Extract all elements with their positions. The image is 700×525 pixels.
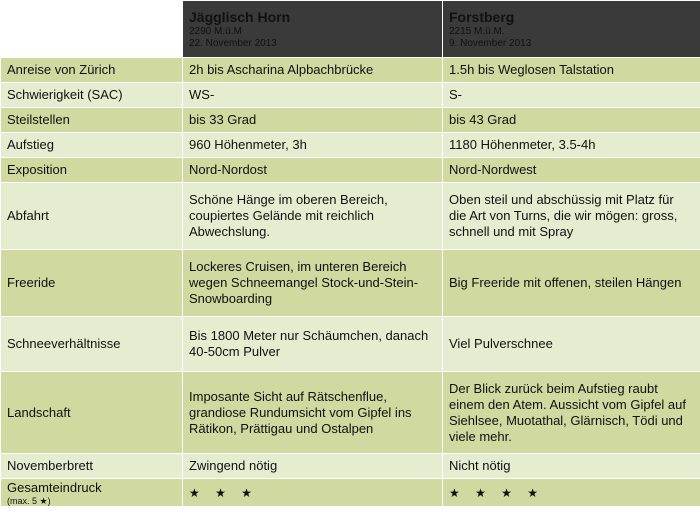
- header-row: [1, 1, 700, 58]
- star-rating: ★ ★ ★: [189, 485, 258, 500]
- cell-value: bis 33 Grad: [183, 108, 443, 133]
- row-exposition: [1, 158, 700, 183]
- column-date: 22. November 2013: [189, 37, 277, 49]
- row-anreise: [1, 58, 700, 83]
- cell-value: 2h bis Ascharina Alpbachbrücke: [183, 58, 443, 83]
- row-label: Steilstellen: [1, 108, 183, 133]
- column-date: 9. November 2013: [449, 37, 532, 49]
- rating-note: (max. 5 ★): [7, 495, 51, 506]
- row-label: Novemberbrett: [1, 454, 183, 479]
- rating-label: Gesamteindruck: [7, 479, 102, 495]
- row-abfahrt: [1, 183, 700, 250]
- cell-value: Imposante Sicht auf Rätschenflue, grandiose Rundumsicht vom Gipfel ins Rätikon, Prättigau und Ostalpen: [183, 372, 443, 454]
- column-altitude: 2290 M.ü.M: [189, 25, 242, 37]
- cell-value: Nord-Nordost: [183, 158, 443, 183]
- cell-value: 960 Höhenmeter, 3h: [183, 133, 443, 158]
- row-label: Freeride: [1, 250, 183, 317]
- row-label: [1, 479, 183, 507]
- row-aufstieg: [1, 133, 700, 158]
- column-title: Forstberg: [449, 8, 515, 25]
- cell-value: Bis 1800 Meter nur Schäumchen, danach 40-50cm Pulver: [183, 317, 443, 372]
- row-freeride: [1, 250, 700, 317]
- star-rating: ★ ★ ★ ★: [449, 485, 545, 500]
- cell-value: 1.5h bis Weglosen Talstation: [443, 58, 700, 83]
- row-label: Anreise von Zürich: [1, 58, 183, 83]
- row-steilstellen: [1, 108, 700, 133]
- row-novemberbrett: [1, 454, 700, 479]
- row-label: Landschaft: [1, 372, 183, 454]
- cell-value: Lockeres Cruisen, im unteren Bereich wegen Schneemangel Stock-und-Stein-Snowboarding: [183, 250, 443, 317]
- cell-value: 1180 Höhenmeter, 3.5-4h: [443, 133, 700, 158]
- cell-value: Nicht nötig: [443, 454, 700, 479]
- cell-value: Viel Pulverschnee: [443, 317, 700, 372]
- cell-value: Big Freeride mit offenen, steilen Hängen: [443, 250, 700, 317]
- cell-value: Nord-Nordwest: [443, 158, 700, 183]
- row-gesamteindruck: [1, 479, 700, 507]
- column-title: Jägglisch Horn: [189, 8, 291, 25]
- row-schwierigkeit: [1, 83, 700, 108]
- cell-value: WS-: [183, 83, 443, 108]
- row-label: Abfahrt: [1, 183, 183, 250]
- row-label: Schwierigkeit (SAC): [1, 83, 183, 108]
- cell-value: Der Blick zurück beim Aufstieg raubt einem den Atem. Aussicht vom Gipfel auf Siehlsee, Muotathal, Glärnisch, Tödi und viele mehr.: [443, 372, 700, 454]
- header-jaegglisch-horn: [183, 1, 443, 58]
- row-schneeverhaeltnisse: [1, 317, 700, 372]
- rating-cell: [443, 479, 700, 507]
- cell-value: Schöne Hänge im oberen Bereich, coupiertes Gelände mit reichlich Abwechslung.: [183, 183, 443, 250]
- cell-value: S-: [443, 83, 700, 108]
- row-landschaft: [1, 372, 700, 454]
- cell-value: Zwingend nötig: [183, 454, 443, 479]
- rating-cell: [183, 479, 443, 507]
- cell-value: bis 43 Grad: [443, 108, 700, 133]
- header-blank-cell: [1, 1, 183, 58]
- header-forstberg: [443, 1, 700, 58]
- row-label: Schneeverhältnisse: [1, 317, 183, 372]
- column-altitude: 2215 M.ü.M.: [449, 25, 505, 37]
- row-label: Exposition: [1, 158, 183, 183]
- cell-value: Oben steil und abschüssig mit Platz für die Art von Turns, die wir mögen: gross, schnell und mit Spray: [443, 183, 700, 250]
- row-label: Aufstieg: [1, 133, 183, 158]
